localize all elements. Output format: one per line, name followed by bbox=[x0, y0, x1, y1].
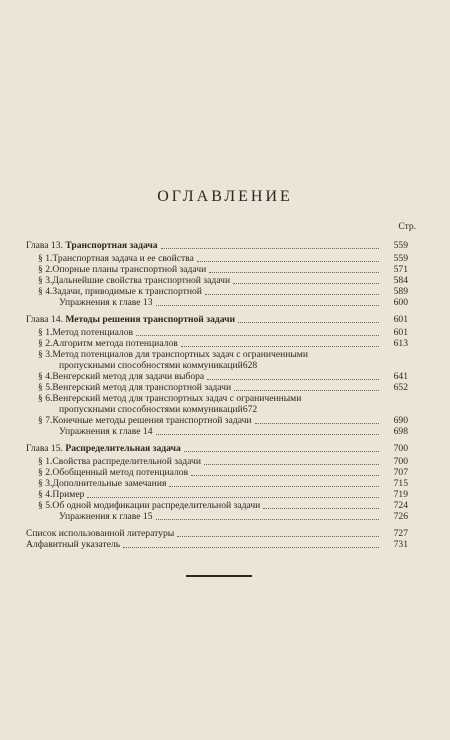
dot-leader bbox=[205, 294, 379, 295]
chapter-heading[interactable] bbox=[26, 443, 408, 454]
page-number: 727 bbox=[393, 528, 408, 539]
dot-leader bbox=[156, 305, 379, 306]
section-title: Задачи, приводимые к транспортной bbox=[52, 286, 202, 297]
page-number: 731 bbox=[393, 539, 408, 550]
toc-entry[interactable] bbox=[26, 456, 408, 467]
section-symbol: § 1. bbox=[38, 456, 53, 467]
toc-entry[interactable] bbox=[26, 264, 408, 275]
entry-title: Алфавитный указатель bbox=[26, 539, 121, 550]
toc-entry[interactable] bbox=[26, 253, 408, 264]
section-symbol: § 3. bbox=[38, 349, 53, 360]
page-title: ОГЛАВЛЕНИЕ bbox=[157, 188, 293, 205]
section-title: Конечные методы решения транспортной задачи bbox=[52, 415, 252, 426]
exercises-title: Упражнения к главе 13 bbox=[59, 297, 153, 308]
chapter-heading[interactable] bbox=[26, 240, 408, 251]
back-matter bbox=[26, 528, 408, 550]
page-number: 628 bbox=[242, 360, 258, 371]
dot-leader bbox=[184, 451, 379, 452]
toc-entry-exercises[interactable] bbox=[26, 511, 408, 522]
dot-leader bbox=[156, 434, 379, 435]
section-title-continued: пропускными способностями коммуникаций bbox=[59, 360, 243, 371]
toc-entry[interactable] bbox=[26, 382, 408, 393]
chapter-title: Транспортная задача bbox=[65, 240, 158, 251]
toc-entry[interactable] bbox=[26, 467, 408, 478]
toc-entry[interactable] bbox=[26, 393, 408, 415]
page-number: 690 bbox=[393, 415, 408, 426]
section-title: Об одной модификации распределительной задачи bbox=[52, 500, 261, 511]
section-title: Транспортная задача и ее свойства bbox=[52, 253, 194, 264]
page-number: 559 bbox=[393, 253, 408, 264]
dot-leader bbox=[263, 508, 379, 509]
section-title: Дальнейшие свойства транспортной задачи bbox=[52, 275, 231, 286]
chapter-label: Глава 13. bbox=[26, 240, 63, 251]
section-symbol: § 5. bbox=[38, 382, 53, 393]
chapter-label: Глава 15. bbox=[26, 443, 63, 454]
dot-leader bbox=[207, 379, 379, 380]
toc-entry-exercises[interactable] bbox=[26, 297, 408, 308]
section-title: Пример bbox=[52, 489, 85, 500]
dot-leader bbox=[156, 519, 379, 520]
section-symbol: § 5. bbox=[38, 500, 53, 511]
chapter-14 bbox=[26, 314, 408, 437]
page-number: 715 bbox=[393, 478, 408, 489]
section-symbol: § 4. bbox=[38, 371, 53, 382]
chapter-label: Глава 14. bbox=[26, 314, 63, 325]
dot-leader bbox=[233, 283, 379, 284]
section-title: Метод потенциалов bbox=[52, 327, 134, 338]
toc-entry[interactable] bbox=[26, 415, 408, 426]
page-number: 584 bbox=[393, 275, 408, 286]
chapter-15 bbox=[26, 443, 408, 522]
dot-leader bbox=[191, 475, 379, 476]
section-symbol: § 4. bbox=[38, 286, 53, 297]
chapter-heading[interactable] bbox=[26, 314, 408, 325]
toc-entry[interactable] bbox=[26, 275, 408, 286]
section-title: Алгоритм метода потенциалов bbox=[52, 338, 178, 349]
dot-leader bbox=[177, 536, 379, 537]
page-number: 613 bbox=[393, 338, 408, 349]
section-title: Венгерский метод для транспортных задач с ограниченными bbox=[52, 393, 302, 404]
dot-leader bbox=[136, 335, 379, 336]
toc-entry[interactable] bbox=[26, 327, 408, 338]
section-symbol: § 1. bbox=[38, 253, 53, 264]
page-number: 571 bbox=[393, 264, 408, 275]
section-title: Дополнительные замечания bbox=[52, 478, 167, 489]
section-title: Венгерский метод для транспортной задачи bbox=[52, 382, 232, 393]
section-title: Свойства распределительной задачи bbox=[52, 456, 201, 467]
section-title: Опорные планы транспортной задачи bbox=[52, 264, 207, 275]
chapter-title: Распределительная задача bbox=[65, 443, 181, 454]
dot-leader bbox=[238, 322, 379, 323]
page-number: 700 bbox=[393, 443, 408, 454]
section-symbol: § 3. bbox=[38, 478, 53, 489]
section-title: Обобщенный метод потенциалов bbox=[52, 467, 189, 478]
page-number: 652 bbox=[393, 382, 408, 393]
page-number: 601 bbox=[393, 327, 408, 338]
page-column-header: Стр. bbox=[398, 222, 416, 232]
toc-entry-index[interactable] bbox=[26, 539, 408, 550]
entry-title: Список использованной литературы bbox=[26, 528, 175, 539]
chapter-13 bbox=[26, 240, 408, 308]
dot-leader bbox=[169, 486, 379, 487]
toc-entry[interactable] bbox=[26, 286, 408, 297]
chapter-title: Методы решения транспортной задачи bbox=[65, 314, 236, 325]
page-number: 726 bbox=[393, 511, 408, 522]
dot-leader bbox=[209, 272, 379, 273]
section-title-continued: пропускными способностями коммуникаций bbox=[59, 404, 243, 415]
page-number: 601 bbox=[393, 314, 408, 325]
dot-leader bbox=[123, 547, 379, 548]
page-number: 559 bbox=[393, 240, 408, 251]
page-number: 589 bbox=[393, 286, 408, 297]
section-symbol: § 2. bbox=[38, 264, 53, 275]
table-of-contents bbox=[26, 240, 408, 550]
toc-entry[interactable] bbox=[26, 338, 408, 349]
section-title: Венгерский метод для задачи выбора bbox=[52, 371, 205, 382]
dot-leader bbox=[204, 464, 379, 465]
toc-entry[interactable] bbox=[26, 371, 408, 382]
toc-entry[interactable] bbox=[26, 478, 408, 489]
section-symbol: § 3. bbox=[38, 275, 53, 286]
page-number: 724 bbox=[393, 500, 408, 511]
section-symbol: § 6. bbox=[38, 393, 53, 404]
toc-entry[interactable] bbox=[26, 489, 408, 500]
dot-leader bbox=[197, 261, 379, 262]
toc-entry[interactable] bbox=[26, 500, 408, 511]
page-number: 600 bbox=[393, 297, 408, 308]
section-symbol: § 7. bbox=[38, 415, 53, 426]
page-number: 698 bbox=[393, 426, 408, 437]
section-symbol: § 4. bbox=[38, 489, 53, 500]
toc-entry-exercises[interactable] bbox=[26, 426, 408, 437]
page-number: 700 bbox=[393, 456, 408, 467]
section-symbol: § 2. bbox=[38, 338, 53, 349]
exercises-title: Упражнения к главе 14 bbox=[59, 426, 153, 437]
page-number: 707 bbox=[393, 467, 408, 478]
dot-leader bbox=[87, 497, 379, 498]
exercises-title: Упражнения к главе 15 bbox=[59, 511, 153, 522]
toc-entry-bibliography[interactable] bbox=[26, 528, 408, 539]
dot-leader bbox=[234, 390, 379, 391]
section-symbol: § 1. bbox=[38, 327, 53, 338]
section-title: Метод потенциалов для транспортных задач с ограниченными bbox=[52, 349, 308, 360]
dot-leader bbox=[161, 248, 379, 249]
section-symbol: § 2. bbox=[38, 467, 53, 478]
page-number: 719 bbox=[393, 489, 408, 500]
dot-leader bbox=[255, 423, 379, 424]
toc-entry[interactable] bbox=[26, 349, 408, 371]
decorative-rule bbox=[186, 575, 252, 577]
page-number: 641 bbox=[393, 371, 408, 382]
page-number: 672 bbox=[242, 404, 258, 415]
dot-leader bbox=[181, 346, 379, 347]
